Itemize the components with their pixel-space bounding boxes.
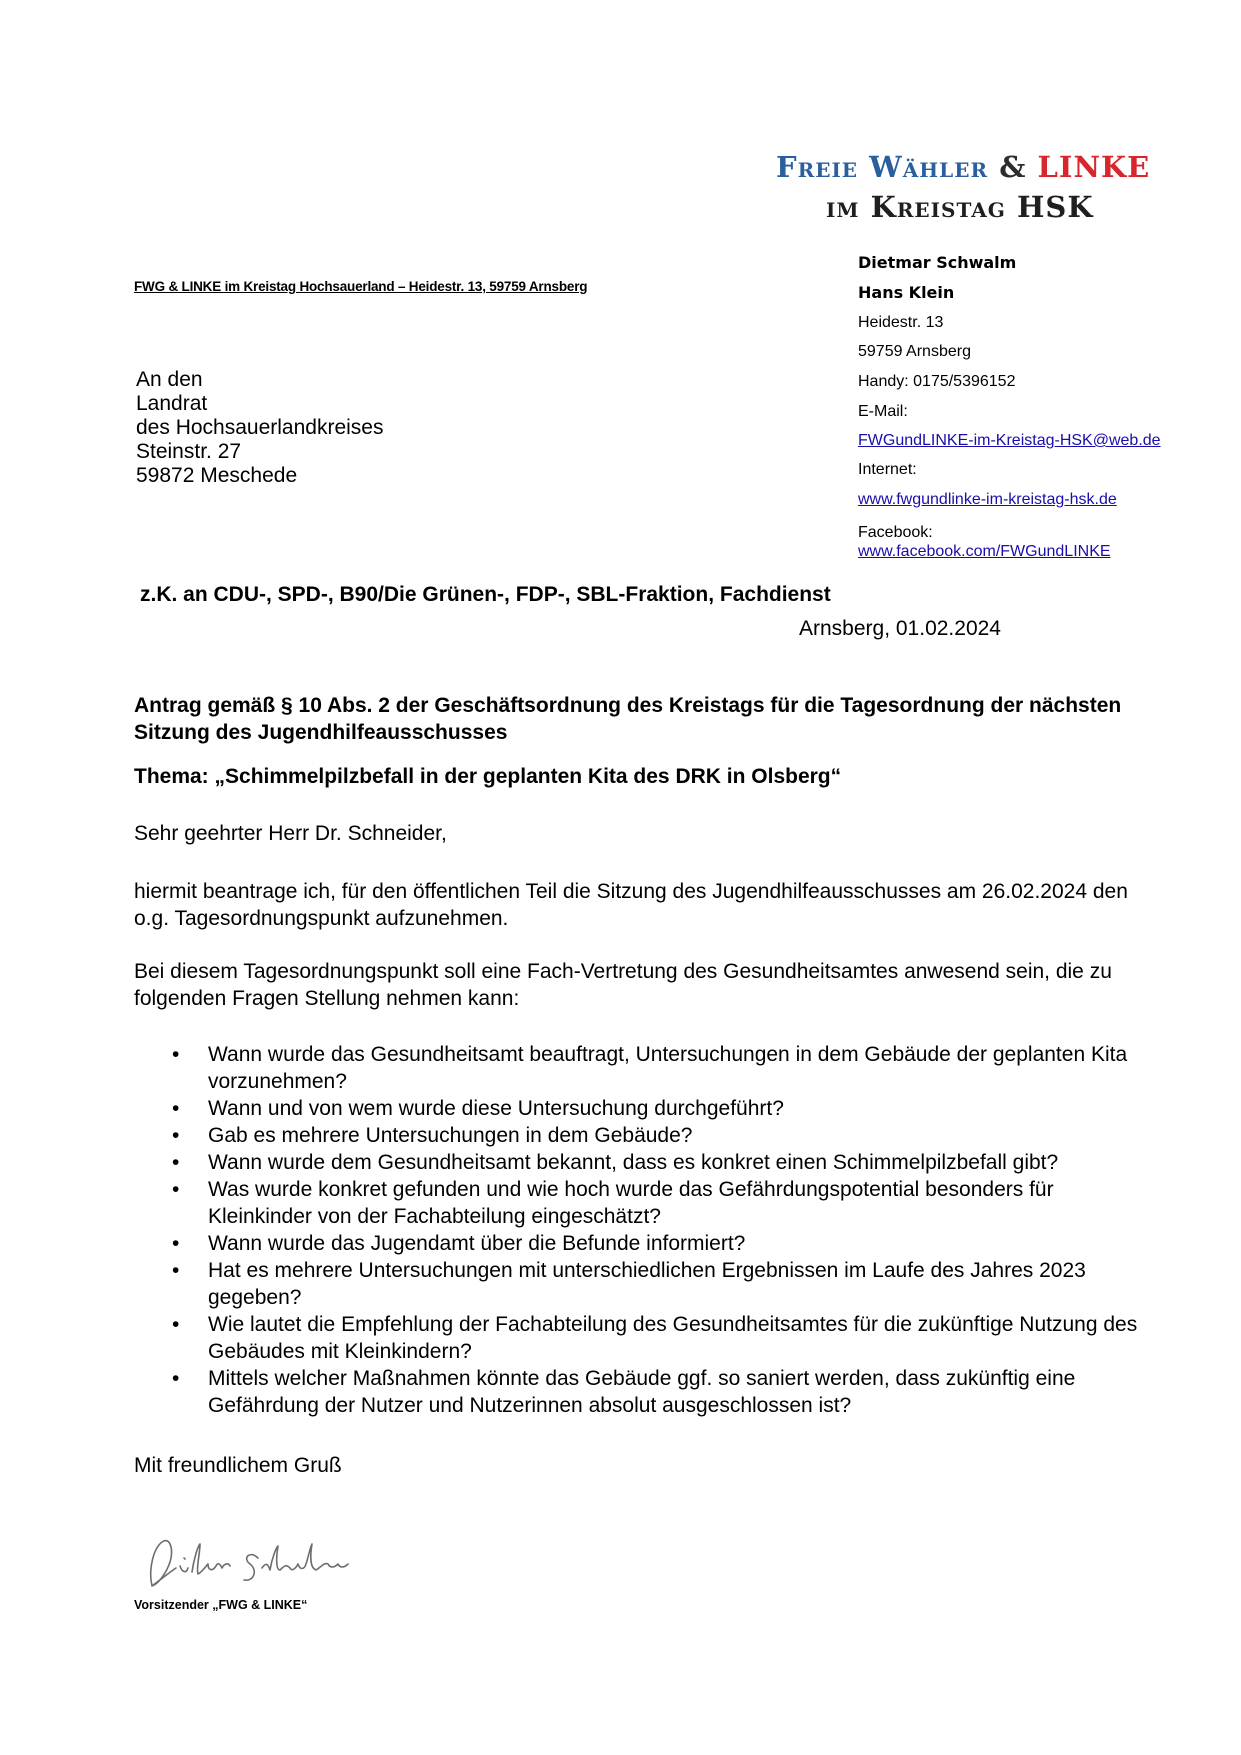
- question-text: Mittels welcher Maßnahmen könnte das Gebäude ggf. so saniert werden, dass zukünftig eine Gefährdung der Nutzer und Nutzerinnen absolut ausgeschlossen ist?: [208, 1367, 1076, 1417]
- contact-email-label: E-Mail:: [858, 403, 908, 420]
- bullet-icon: •: [172, 1097, 180, 1120]
- question-text: Wann wurde dem Gesundheitsamt bekannt, dass es konkret einen Schimmelpilzbefall gibt?: [208, 1151, 1059, 1174]
- bullet-icon: •: [172, 1367, 180, 1390]
- question-text: Wie lautet die Empfehlung der Fachabteilung des Gesundheitsamtes für die zukünftige Nutzung des Gebäudes mit Kleinkindern?: [208, 1313, 1138, 1363]
- cc-line: z.K. an CDU-, SPD-, B90/Die Grünen-, FDP-, SBL-Fraktion, Fachdienst: [140, 583, 831, 606]
- bullet-icon: •: [172, 1232, 180, 1255]
- list-item: [134, 1176, 1144, 1230]
- recipient-line-1: An den: [136, 368, 203, 391]
- logo-linke: LINKE: [1037, 150, 1151, 184]
- logo-im: im: [826, 190, 860, 224]
- contact-name-2: Hans Klein: [858, 283, 955, 302]
- bullet-icon: •: [172, 1124, 180, 1147]
- logo-freie: Freie: [776, 150, 859, 184]
- contact-phone: Handy: 0175/5396152: [858, 373, 1016, 390]
- question-text: Hat es mehrere Untersuchungen mit unterschiedlichen Ergebnissen im Laufe des Jahres 2023 gegeben?: [208, 1259, 1086, 1309]
- logo-ampersand: &: [999, 150, 1027, 184]
- recipient-line-2: Landrat: [136, 392, 208, 415]
- logo-kreistag: Kreistag: [870, 190, 1006, 224]
- list-item: [134, 1095, 1144, 1122]
- bullet-icon: •: [172, 1313, 180, 1336]
- closing-greeting: Mit freundlichem Gruß: [134, 1454, 342, 1477]
- recipient-line-5: 59872 Meschede: [136, 464, 298, 487]
- list-item: [134, 1149, 1144, 1176]
- contact-city: 59759 Arnsberg: [858, 343, 971, 360]
- recipient-line-3: des Hochsauerlandkreises: [136, 416, 384, 439]
- contact-name-1: Dietmar Schwalm: [858, 253, 1017, 272]
- bullet-icon: •: [172, 1151, 180, 1174]
- bullet-icon: •: [172, 1259, 180, 1282]
- sender-return-address: FWG & LINKE im Kreistag Hochsauerland – Heidestr. 13, 59759 Arnsberg: [134, 279, 588, 294]
- logo-hsk: HSK: [1016, 190, 1094, 224]
- question-text: Wann wurde das Jugendamt über die Befunde informiert?: [208, 1232, 746, 1255]
- body-paragraph-2: Bei diesem Tagesordnungspunkt soll eine Fach-Vertretung des Gesundheitsamtes anwesend sein, die zu folgenden Fragen Stellung nehmen kann:: [134, 960, 1112, 1010]
- contact-facebook-link[interactable]: www.facebook.com/FWGundLINKE: [858, 543, 1111, 560]
- contact-internet-label: Internet:: [858, 461, 917, 478]
- contact-website-link[interactable]: www.fwgundlinke-im-kreistag-hsk.de: [858, 491, 1117, 508]
- recipient-address: [136, 368, 383, 488]
- contact-facebook-label: Facebook:: [858, 524, 933, 541]
- question-text: Gab es mehrere Untersuchungen in dem Gebäude?: [208, 1124, 693, 1147]
- handwritten-signature: [140, 1528, 370, 1598]
- list-item: [134, 1365, 1144, 1419]
- list-item: [134, 1311, 1144, 1365]
- question-text: Wann und von wem wurde diese Untersuchung durchgeführt?: [208, 1097, 784, 1120]
- list-item: [134, 1257, 1144, 1311]
- list-item: [134, 1122, 1144, 1149]
- signature-caption: Vorsitzender „FWG & LINKE“: [134, 1598, 308, 1612]
- question-text: Wann wurde das Gesundheitsamt beauftragt, Untersuchungen in dem Gebäude der geplanten Kita vorzunehmen?: [208, 1043, 1128, 1093]
- contact-street: Heidestr. 13: [858, 314, 944, 331]
- list-item: [134, 1041, 1144, 1095]
- question-list: [134, 1041, 1144, 1419]
- letter-date: Arnsberg, 01.02.2024: [799, 617, 1001, 640]
- bullet-icon: •: [172, 1178, 180, 1201]
- list-item: [134, 1230, 1144, 1257]
- logo-waehler: Wähler: [869, 150, 989, 184]
- body-paragraph-1: hiermit beantrage ich, für den öffentlichen Teil die Sitzung des Jugendhilfeausschusses am 26.02.2024 den o.g. Tagesordnungspunkt aufzunehmen.: [134, 880, 1128, 930]
- question-text: Was wurde konkret gefunden und wie hoch wurde das Gefährdungspotential besonders für Kleinkinder von der Fachabteilung eingeschätzt?: [208, 1178, 1054, 1228]
- salutation: Sehr geehrter Herr Dr. Schneider,: [134, 822, 447, 845]
- letter-topic: Thema: „Schimmelpilzbefall in der geplanten Kita des DRK in Olsberg“: [134, 765, 842, 788]
- letter-subject: Antrag gemäß § 10 Abs. 2 der Geschäftsordnung des Kreistags für die Tagesordnung der nächsten Sitzung des Jugendhilfeausschusses: [134, 694, 1122, 744]
- recipient-line-4: Steinstr. 27: [136, 440, 242, 463]
- bullet-icon: •: [172, 1043, 180, 1066]
- contact-email-link[interactable]: FWGundLINKE-im-Kreistag-HSK@web.de: [858, 432, 1161, 449]
